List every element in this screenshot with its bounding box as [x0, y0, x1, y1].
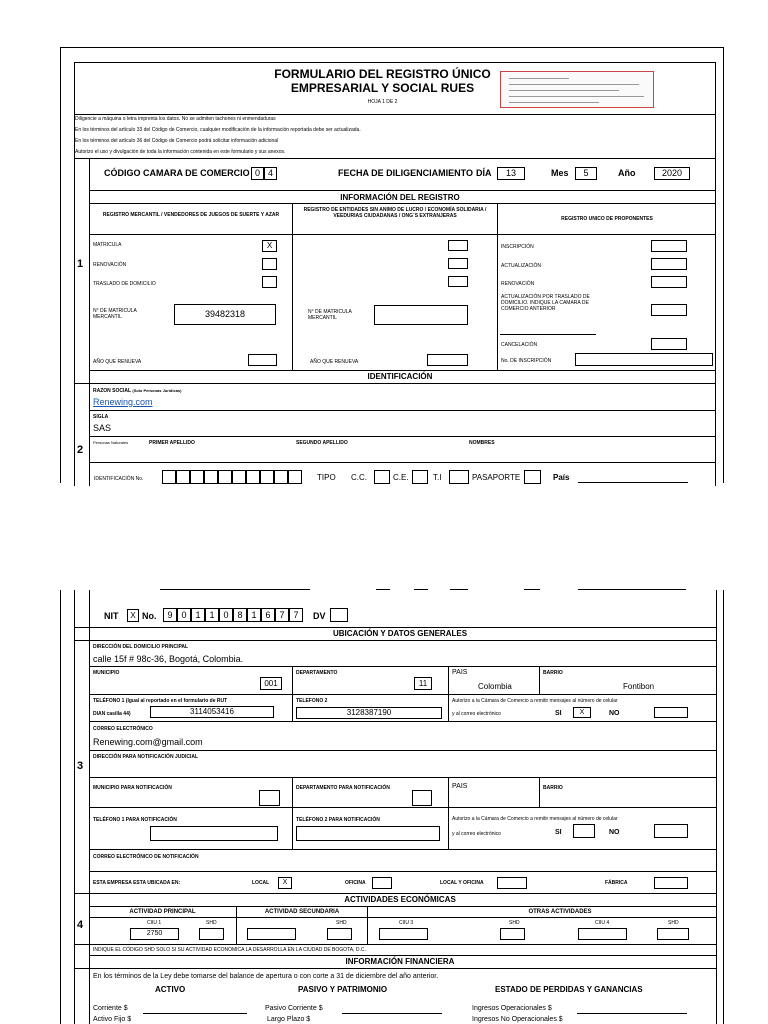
tel2-notif-field[interactable] [296, 826, 440, 841]
financiera-title: INFORMACIÓN FINANCIERA [345, 957, 455, 966]
nit-digit-8[interactable]: 6 [261, 608, 275, 622]
no-notif-checkbox[interactable] [654, 824, 688, 838]
dir-notif-label: DIRECCIÓN PARA NOTIFICACIÓN JUDICIAL [93, 754, 198, 760]
tel2-field[interactable]: 3128387190 [296, 707, 442, 719]
autorizo-line2: y al correo electrónico [452, 711, 501, 717]
mun-notif-field[interactable] [259, 790, 280, 806]
dep-notif-label: DEPARTAMENTO PARA NOTIFICACIÓN [296, 785, 390, 791]
tel1-label: TELÉFONO 1 (Igual al reportado en el formulario de RUT [93, 698, 228, 704]
pasivo-label: PASIVO Y PATRIMONIO [298, 985, 388, 994]
renovacion-rup-label: RENOVACIÓN [501, 281, 535, 287]
nit-digit-1[interactable]: 9 [163, 608, 177, 622]
departamento-field[interactable]: 11 [414, 677, 432, 690]
pasivo-corriente-label: Pasivo Corriente $ [265, 1005, 323, 1012]
oficina-label: OFICINA [345, 880, 366, 886]
section1-number: 1 [77, 258, 84, 270]
section3-number: 3 [77, 760, 84, 772]
departamento-label: DEPARTAMENTO [296, 670, 338, 676]
page-border-left-2 [60, 590, 61, 1024]
primer-apellido-label: PRIMER APELLIDO [149, 440, 195, 446]
id-digit-6[interactable] [232, 470, 246, 484]
actualizacion-traslado-field[interactable] [651, 304, 687, 316]
shd3-label: SHD [509, 920, 520, 926]
correo-value[interactable]: Renewing.com@gmail.com [93, 737, 203, 747]
no-inscripcion-field[interactable] [575, 353, 713, 366]
actualizacion-traslado-label: ACTUALIZACIÓN POR TRASLADO DE DOMICILIO. INDIQUE LA CAMARA DE COMERCIO ANTERIOR [501, 294, 590, 312]
autorizo-notif-line2: y al correo electrónico [452, 831, 501, 837]
fabrica-label: FÁBRICA [605, 880, 628, 886]
ce-checkbox[interactable] [412, 470, 428, 484]
no-notif-label: NO [609, 829, 620, 836]
dv-field[interactable] [330, 608, 348, 622]
tel1-notif-label: TELÉFONO 1 PARA NOTIFICACIÓN [93, 817, 177, 823]
instruction-1: Diligencie a máquina o letra imprenta los datos. No se admiten tachones ni enmendaduras [75, 116, 276, 122]
ciiu1-field[interactable]: 2750 [130, 928, 179, 940]
page-border-right [723, 47, 724, 483]
shd2-label: SHD [336, 920, 347, 926]
matricula-label: MATRICULA [93, 242, 122, 248]
pais-label: PAIS [452, 669, 468, 676]
page-border-top [60, 47, 724, 48]
barrio-label: BARRIO [543, 670, 563, 676]
actividad-principal-label: ACTIVIDAD PRINCIPAL [129, 909, 196, 915]
no-checkbox[interactable] [654, 707, 688, 718]
id-digit-8[interactable] [260, 470, 274, 484]
col3-header: REGISTRO UNICO DE PROPONENTES [561, 216, 653, 222]
inscripcion-label: INSCRIPCIÓN [501, 244, 534, 250]
page-border-left [60, 47, 61, 483]
ciiu2-field[interactable] [247, 928, 296, 940]
anio-renueva-field-1[interactable] [248, 354, 277, 366]
id-digit-9[interactable] [274, 470, 288, 484]
corriente-label: Corriente $ [93, 1005, 128, 1012]
renovacion-label: RENOVACIÓN [93, 262, 127, 268]
segundo-apellido-label: SEGUNDO APELLIDO [296, 440, 348, 446]
ubicada-label: ESTA EMPRESA ESTA UBICADA EN: [93, 880, 181, 886]
cc-label: C.C. [351, 473, 367, 482]
municipio-field[interactable]: 001 [260, 677, 282, 690]
financiera-intro: En los términos de la Ley debe tomarse del balance de apertura o con corte a 31 de diciembre del año anterior. [93, 973, 439, 980]
renovacion-checkbox[interactable] [262, 258, 277, 270]
nit-label: NIT [104, 611, 119, 621]
anio-renueva-field-2[interactable] [427, 354, 468, 366]
nit-no-label: No. [142, 611, 157, 621]
dia-label: DÍA [476, 168, 492, 178]
shd3-field[interactable] [500, 928, 525, 940]
shd2-field[interactable] [327, 928, 352, 940]
barrio-value[interactable]: Fontibon [623, 682, 655, 691]
autorizo-notif-line1: Autorizo a la Cámara de Comercio a remitir mensajes al número de celular [452, 816, 618, 822]
actualizacion-label: ACTUALIZACIÓN [501, 263, 542, 269]
traslado-label: TRASLADO DE DOMICILIO [93, 281, 156, 287]
col2-header: REGISTRO DE ENTIDADES SIN ANIMO DE LUCRO / ECONOMÍA SOLIDARIA / VEEDURIAS CIUDADANAS / ONG´S EXTRANJERAS [303, 207, 487, 220]
local-oficina-label: LOCAL Y OFICINA [440, 880, 484, 886]
si-notif-checkbox[interactable] [573, 824, 595, 838]
pais-value[interactable]: Colombia [478, 682, 512, 691]
pasaporte-label: PASAPORTE [472, 473, 521, 482]
id-digit-4[interactable] [204, 470, 218, 484]
razon-social-value[interactable]: Renewing.com [93, 397, 153, 407]
dv-label: DV [313, 611, 326, 621]
nit-digit-5[interactable]: 0 [219, 608, 233, 622]
sigla-label: SIGLA [93, 414, 109, 420]
ingresos-no-op-label: Ingresos No Operacionales $ [472, 1016, 563, 1023]
shd4-field[interactable] [657, 928, 689, 940]
nit-digit-4[interactable]: 1 [205, 608, 219, 622]
pais-id-label: País [553, 473, 570, 482]
fabrica-checkbox[interactable] [654, 877, 688, 889]
tel2-label: TELEFONO 2 [296, 698, 328, 704]
ciiu3-field[interactable] [379, 928, 428, 940]
corriente-field[interactable] [143, 1013, 247, 1014]
ingresos-op-field[interactable] [577, 1013, 687, 1014]
section3-title: UBICACIÓN Y DATOS GENERALES [332, 629, 468, 638]
activo-label: ACTIVO [155, 985, 186, 994]
local-checkbox[interactable]: X [278, 877, 292, 889]
form-title-line1: FORMULARIO DEL REGISTRO ÚNICO [274, 67, 491, 81]
si-label: SI [555, 710, 562, 717]
anio-field[interactable]: 2020 [654, 167, 690, 180]
cancelacion-label: CANCELACIÓN [501, 342, 538, 348]
nit-checkbox[interactable]: X [127, 609, 139, 622]
nit-digit-2[interactable]: 0 [177, 608, 191, 622]
tipo-label: TIPO [317, 473, 336, 482]
ciiu3-label: CIIU 3 [399, 920, 414, 926]
municipio-label: MUNICIPIO [93, 670, 120, 676]
id-digit-2[interactable] [176, 470, 190, 484]
actividad-secundaria-label: ACTIVIDAD SECUNDARIA [264, 909, 340, 915]
ciiu1-label: CIIU 1 [147, 920, 162, 926]
tel1-label-2: DIAN casilla 44) [93, 711, 131, 717]
esal-inscripcion-checkbox[interactable] [448, 240, 468, 251]
inscripcion-checkbox[interactable] [651, 240, 687, 252]
activo-fijo-label: Activo Fijo $ [93, 1016, 132, 1023]
form-title-line2: EMPRESARIAL Y SOCIAL RUES [290, 81, 475, 95]
nit-digit-7[interactable]: 1 [247, 608, 261, 622]
dia-field[interactable]: 13 [497, 167, 525, 180]
esal-num-matricula-field[interactable] [374, 305, 468, 325]
nit-digit-6[interactable]: 8 [233, 608, 247, 622]
ciiu4-label: CIIU 4 [595, 920, 610, 926]
sigla-value[interactable]: SAS [93, 423, 112, 433]
barrio-notif-label: BARRIO [543, 785, 563, 791]
instruction-4: Autorizo el uso y divulgación de toda la información contenida en este formulario y sus anexos. [75, 149, 286, 155]
ciiu4-field[interactable] [578, 928, 627, 940]
ti-label: T.I [433, 473, 442, 482]
anio-renueva-label-2: AÑO QUE RENUEVA [310, 359, 359, 365]
esal-traslado-checkbox[interactable] [448, 276, 468, 287]
tel2-notif-label: TELÉFONO 2 PARA NOTIFICACIÓN [296, 817, 380, 823]
anio-label: Año [618, 168, 636, 178]
correo-label: CORREO ELECTRÓNICO [93, 726, 153, 732]
pais-notif-label: PAIS [452, 783, 468, 790]
id-digit-7[interactable] [246, 470, 260, 484]
id-digit-10[interactable] [288, 470, 302, 484]
tel1-notif-field[interactable] [150, 826, 278, 841]
no-inscripcion-label: No. DE INSCRIPCIÓN [501, 358, 552, 364]
direccion-label: DIRECCIÓN DEL DOMICILIO PRINCIPAL [93, 644, 189, 650]
direccion-value[interactable]: calle 15f # 98c-36, Bogotá, Colombia. [93, 654, 244, 664]
tel1-field[interactable]: 3114053416 [150, 706, 274, 718]
local-oficina-checkbox[interactable] [497, 877, 527, 889]
ti-checkbox[interactable] [449, 470, 469, 484]
camara-code-digit-2[interactable]: 4 [264, 167, 277, 180]
autorizo-line1: Autorizo a la Cámara de Comercio a remitir mensajes al número de celular [452, 698, 618, 704]
num-matricula-field[interactable]: 39482318 [174, 304, 276, 325]
ce-label: C.E. [393, 473, 409, 482]
anio-renueva-label-1: AÑO QUE RENUEVA [93, 359, 142, 365]
shd1-label: SHD [206, 920, 217, 926]
id-digit-3[interactable] [190, 470, 204, 484]
no-label: NO [609, 710, 620, 717]
traslado-checkbox[interactable] [262, 276, 277, 288]
mes-label: Mes [551, 168, 569, 178]
sheet-label: HOJA 1 DE 2 [367, 99, 398, 105]
si-notif-label: SI [555, 829, 562, 836]
shd1-field[interactable] [199, 928, 224, 940]
section2-number: 2 [77, 444, 84, 456]
nit-digit-3[interactable]: 1 [191, 608, 205, 622]
cancelacion-checkbox[interactable] [651, 338, 687, 350]
mun-notif-label: MUNICIPIO PARA NOTIFICACIÓN [93, 785, 172, 791]
local-label: LOCAL [252, 880, 270, 886]
section2-title: IDENTIFICACIÓN [367, 372, 433, 381]
correo-notif-label: CORREO ELECTRÓNICO DE NOTIFICACIÓN [93, 854, 199, 860]
form-frame [74, 62, 716, 486]
pais-id-field[interactable] [578, 482, 688, 483]
camara-label: CÓDIGO CAMARA DE COMERCIO [104, 168, 250, 178]
form-thumbnail-image [500, 71, 654, 108]
actualizacion-checkbox[interactable] [651, 258, 687, 270]
cc-checkbox[interactable] [374, 470, 390, 484]
largo-plazo-label: Largo Plazo $ [267, 1016, 311, 1023]
shd-note: INDIQUE EL CÓDIGO SHD SOLO SI SU ACTIVIDAD ECONOMICA LA DESARROLLA EN LA CIUDAD DE BOGOTA, D.C. [93, 947, 366, 953]
esal-num-matricula-label: N° DE MATRICULA MERCANTIL [308, 309, 352, 321]
estado-label: ESTADO DE PERDIDAS Y GANANCIAS [495, 985, 643, 994]
esal-renovacion-checkbox[interactable] [448, 258, 468, 269]
dep-notif-field[interactable] [412, 790, 432, 806]
col1-header: REGISTRO MERCANTIL / VENDEDORES DE JUEGOS DE SUERTE Y AZAR [102, 212, 280, 218]
num-matricula-label: N° DE MATRICULA MERCANTIL [93, 308, 137, 320]
instruction-2: En los términos del artículo 33 del Código de Comercio, cualquier modificación de la información reportada debe ser actualizada. [75, 127, 361, 133]
pasaporte-checkbox[interactable] [524, 470, 541, 484]
mes-field[interactable]: 5 [575, 167, 597, 180]
renovacion-rup-checkbox[interactable] [651, 276, 687, 288]
otras-actividades-label: OTRAS ACTIVIDADES [528, 909, 592, 915]
matricula-checkbox[interactable]: X [262, 240, 277, 252]
instruction-3: En los términos del artículo 36 del Código de Comercio podrá solicitar información adicional [75, 138, 279, 144]
section1-title: INFORMACIÓN DEL REGISTRO [340, 193, 460, 202]
id-digit-1[interactable] [162, 470, 176, 484]
id-digit-5[interactable] [218, 470, 232, 484]
personas-naturales-label: Personas Naturales [93, 440, 129, 445]
nombres-label: NOMBRES [469, 440, 495, 446]
fecha-label: FECHA DE DILIGENCIAMIENTO [338, 168, 474, 178]
shd4-label: SHD [668, 920, 679, 926]
si-checkbox[interactable]: X [573, 707, 591, 718]
camara-code-digit-1[interactable]: 0 [251, 167, 264, 180]
page-border-right-2 [723, 590, 724, 1024]
oficina-checkbox[interactable] [372, 877, 392, 889]
nit-digit-9[interactable]: 7 [275, 608, 289, 622]
identificacion-no-label: IDENTIFICACIÓN No. [94, 476, 144, 482]
nit-digit-10[interactable]: 7 [289, 608, 303, 622]
pasivo-corriente-field[interactable] [342, 1013, 442, 1014]
ingresos-op-label: Ingresos Operacionales $ [472, 1005, 552, 1012]
section4-number: 4 [77, 919, 84, 931]
section4-title: ACTIVIDADES ECONÓMICAS [344, 895, 456, 904]
razon-social-label: RAZON SOCIAL (Solo Personas Jurídicas) [93, 388, 182, 394]
